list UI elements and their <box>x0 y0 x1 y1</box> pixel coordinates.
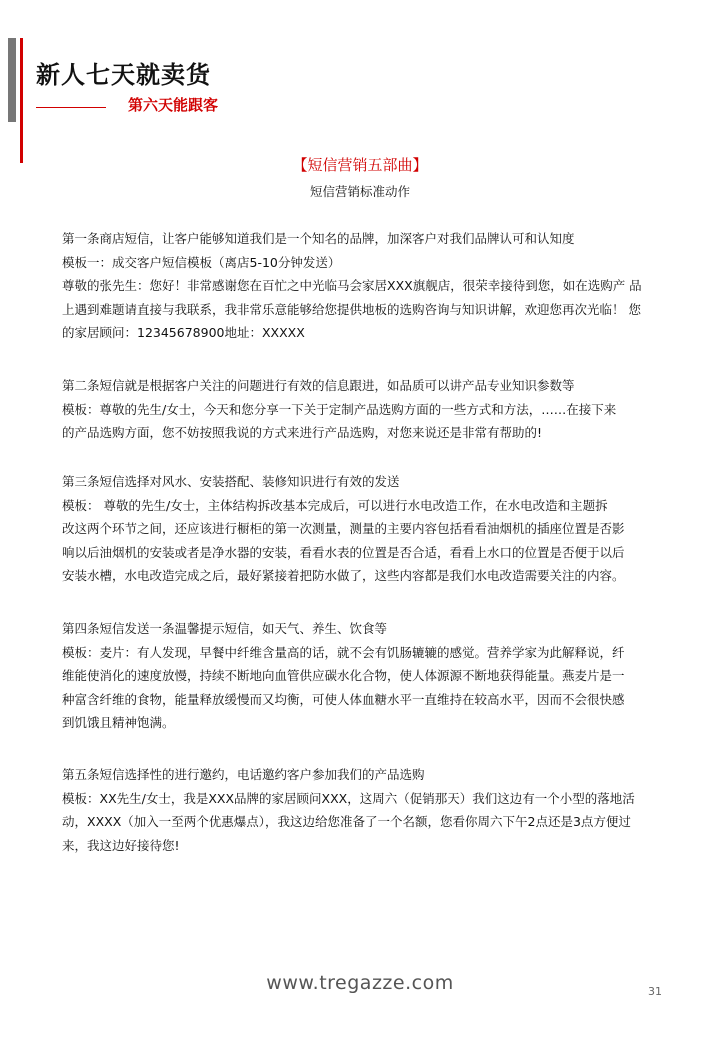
header-bar-gray <box>8 38 16 122</box>
paragraph-line: 到饥饿且精神饱满。 <box>62 715 175 730</box>
paragraph-line: 第五条短信选择性的进行邀约，电话邀约客户参加我们的产品选购 <box>62 767 425 782</box>
paragraph-line: 改这两个环节之间，还应该进行橱柜的第一次测量，测量的主要内容包括看看油烟机的插座位置是否影 <box>62 521 625 536</box>
paragraph-3 <box>62 470 682 588</box>
paragraph-line: 第三条短信选择对风水、安装搭配、装修知识进行有效的发送 <box>62 474 400 489</box>
page-number: 31 <box>648 985 662 998</box>
paragraph-line: 模板：麦片：有人发现，早餐中纤维含量高的话，就不会有饥肠辘辘的感觉。营养学家为此解释说，纤 <box>62 644 625 660</box>
paragraph-line: 种富含纤维的食物，能量释放缓慢而又均衡，可使人体血糖水平一直维持在较高水平，因而不会很快感 <box>62 691 625 707</box>
paragraph-line: 第二条短信就是根据客户关注的问题进行有效的信息跟进，如品质可以讲产品专业知识参数等 <box>62 378 575 393</box>
paragraph-line: 的产品选购方面，您不妨按照我说的方式来进行产品选购，对您来说还是非常有帮助的! <box>62 425 543 440</box>
paragraph-line: 模板：XX先生/女士，我是XXX品牌的家居顾问XXX，这周六（促销那天）我们这边有一个小型的落地活 <box>62 790 635 806</box>
paragraph-4 <box>62 617 682 735</box>
paragraph-5 <box>62 763 682 857</box>
paragraph-line: 尊敬的张先生：您好！非常感谢您在百忙之中光临马会家居XXX旗舰店，很荣幸接待到您，如在选购产 品 <box>62 278 642 293</box>
paragraph-line: 的家居顾问：12345678900地址：XXXXX <box>62 325 305 340</box>
section-title: 【短信营销五部曲】 <box>292 156 428 174</box>
footer-url: www.tregazze.com <box>266 972 454 994</box>
paragraph-line: 上遇到难题请直接与我联系，我非常乐意能够给您提供地板的选购咨询与知识讲解，欢迎您再次光临！ 您 <box>62 301 641 317</box>
paragraph-line: 动，XXXX（加入一至两个优惠爆点），我这边给您准备了一个名额，您看你周六下午2点还是3点方便过 <box>62 814 631 829</box>
header-bar-red <box>20 38 23 163</box>
paragraph-line: 模板：尊敬的先生/女士，今天和您分享一下关于定制产品选购方面的一些方式和方法，……在接下来 <box>62 401 617 417</box>
paragraph-1 <box>62 227 682 345</box>
paragraph-line: 模板： 尊敬的先生/女士，主体结构拆改基本完成后，可以进行水电改造工作，在水电改造和主题拆 <box>62 497 608 513</box>
page-subtitle: 第六天能跟客 <box>128 96 219 114</box>
section-subtitle: 短信营销标准动作 <box>309 184 410 199</box>
page-title: 新人七天就卖货 <box>36 60 211 89</box>
paragraph-line: 维能使消化的速度放慢，持续不断地向血管供应碳水化合物，使人体源源不断地获得能量。燕麦片是一 <box>62 668 625 683</box>
paragraph-line: 来，我这边好接待您! <box>62 837 180 853</box>
paragraph-line: 第一条商店短信，让客户能够知道我们是一个知名的品牌，加深客户对我们品牌认可和认知度 <box>62 231 575 246</box>
paragraph-line: 响以后油烟机的安装或者是净水器的安装，看看水表的位置是否合适，看看上水口的位置是否便于以后 <box>62 544 625 560</box>
paragraph-2 <box>62 374 682 445</box>
paragraph-line: 安装水槽，水电改造完成之后，最好紧接着把防水做了，这些内容都是我们水电改造需要关注的内容。 <box>62 568 625 583</box>
paragraph-line: 第四条短信发送一条温馨提示短信，如天气、养生、饮食等 <box>62 621 388 636</box>
paragraph-line: 模板一：成交客户短信模板（离店5-10分钟发送） <box>62 254 341 270</box>
header-rule <box>36 107 106 108</box>
